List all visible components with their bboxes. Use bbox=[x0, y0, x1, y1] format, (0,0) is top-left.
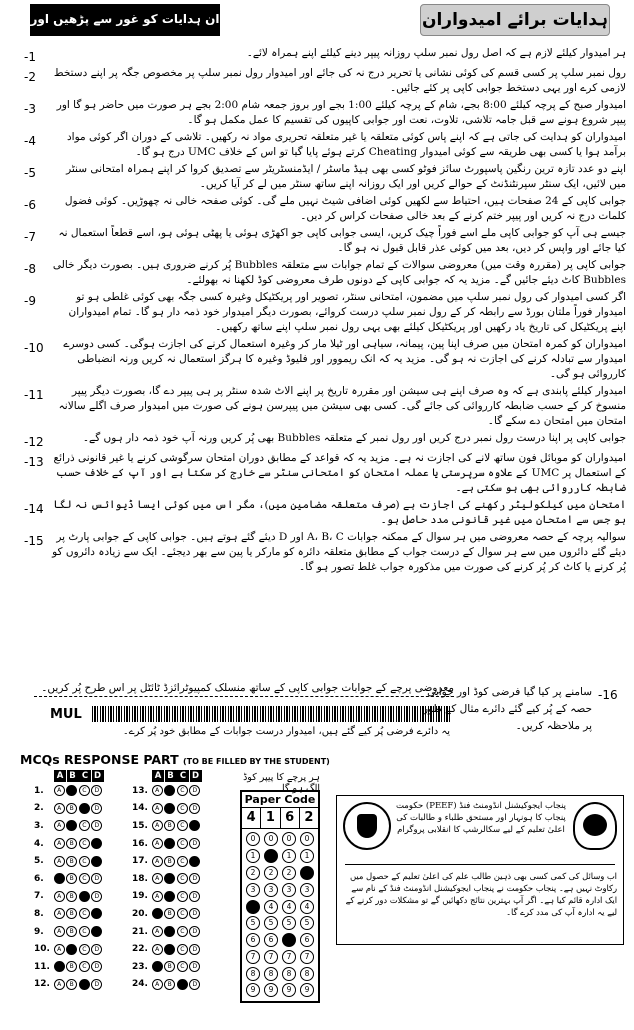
question-number: 12. bbox=[34, 979, 50, 990]
answer-bubble[interactable]: C bbox=[79, 856, 90, 867]
instruction-item bbox=[20, 384, 626, 429]
question-number: 6. bbox=[34, 873, 44, 884]
mcq-row bbox=[132, 870, 202, 888]
answer-bubble[interactable]: B bbox=[66, 979, 77, 990]
paper-code-digit: 2 bbox=[304, 810, 314, 825]
mcq-header-cell: A bbox=[152, 770, 164, 782]
answer-bubble[interactable]: D bbox=[189, 873, 200, 884]
answer-bubble[interactable]: A bbox=[152, 803, 163, 814]
question-number: 5. bbox=[34, 856, 44, 867]
paper-code-bubbles bbox=[242, 829, 318, 1001]
answer-bubble[interactable]: D bbox=[189, 908, 200, 919]
mcq-title-main: MCQs RESPONSE PART bbox=[20, 752, 179, 767]
paper-code-column bbox=[300, 831, 314, 999]
answer-bubble[interactable]: D bbox=[189, 891, 200, 902]
instruction-item bbox=[20, 290, 626, 335]
answer-bubble[interactable]: A bbox=[54, 926, 65, 937]
code-bubble[interactable]: 2 bbox=[282, 866, 296, 880]
mcq-row bbox=[132, 782, 202, 800]
code-bubble[interactable]: 6 bbox=[246, 933, 260, 947]
mcq-header bbox=[54, 770, 104, 782]
divider bbox=[345, 864, 615, 865]
instruction-item bbox=[20, 98, 626, 128]
barcode-graphic bbox=[92, 706, 450, 722]
answer-bubble[interactable]: B bbox=[66, 873, 77, 884]
code-bubble[interactable]: 0 bbox=[282, 832, 296, 846]
answer-bubble[interactable]: D bbox=[189, 926, 200, 937]
dash-caption: معروضی پرچے کے جوابات جوابی کاپی کے ساتھ منسلک کمپیوٹرائزڈ ٹائٹل پر اس طرح پُر کریں۔ bbox=[34, 682, 454, 697]
answer-bubble[interactable] bbox=[66, 785, 77, 796]
item-16-section bbox=[20, 680, 626, 750]
answer-bubble[interactable]: A bbox=[152, 891, 163, 902]
page-title: ہدایات برائے امیدواران bbox=[420, 4, 610, 36]
barcode-row bbox=[50, 704, 450, 724]
answer-bubble[interactable]: C bbox=[177, 785, 188, 796]
punjab-emblem-icon bbox=[343, 802, 391, 850]
instruction-item bbox=[20, 337, 626, 382]
answer-bubble[interactable]: A bbox=[152, 838, 163, 849]
paper-code-title: Paper Code bbox=[242, 792, 318, 808]
code-bubble[interactable]: 8 bbox=[264, 967, 278, 981]
code-bubble[interactable]: 5 bbox=[264, 916, 278, 930]
question-number: 3. bbox=[34, 820, 44, 831]
answer-bubble[interactable]: B bbox=[66, 926, 77, 937]
instruction-text: جوابی کاپی کے 24 صفحات ہیں، احتیاط سے لکھیں کوئی اضافی شیٹ نہیں ملے گی۔ کوئی صفحہ خالی نہ چھوڑیں۔ کوئی فضول کلمات درج نہ کریں اور پیپر ختم کرنے کے بعد خالی صفحات کراس کر دیں۔ bbox=[64, 195, 626, 222]
instruction-text: جیسے ہی آپ کو جوابی کاپی ملے اسے فوراً چیک کریں، ایسی جوابی کاپی جو اکھڑی ہوئی یا پھٹی ہوئی ہو، اسے قطعاً استعمال نہ کیا جائے اور واپس کر دیں، بعد میں کوئی عذر قابل قبول نہ ہو گا۔ bbox=[58, 227, 626, 254]
paper-code-digit: 4 bbox=[242, 808, 261, 828]
answer-bubble[interactable] bbox=[164, 944, 175, 955]
answer-bubble[interactable]: A bbox=[152, 926, 163, 937]
answer-bubble[interactable]: C bbox=[177, 891, 188, 902]
paper-code-caption: ہر پرچے کا پیپر کوڈ الگ ہو گا bbox=[243, 772, 320, 794]
instruction-item bbox=[20, 194, 626, 224]
answer-bubble[interactable]: C bbox=[79, 838, 90, 849]
answer-bubble[interactable] bbox=[177, 979, 188, 990]
instruction-text: ہر امیدوار کیلئے لازم ہے کہ اصل رول نمبر سلپ روزانہ پیپر دینے کیلئے اپنے ہمراہ لائے۔ bbox=[246, 47, 626, 59]
question-number: 2. bbox=[34, 803, 44, 814]
mcq-row bbox=[132, 835, 202, 853]
instruction-item bbox=[20, 66, 626, 96]
code-bubble[interactable]: 5 bbox=[300, 916, 314, 930]
instruction-text: رول نمبر سلپ پر کسی قسم کی کوئی نشانی یا تحریر درج نہ کی جائے اور امیدوار رول نمبر سلپ پر مخصوص جگہ پر اپنے دستخط لازمی کرے اور یہی دستخط جوابی کاپی پر کئے جائیں۔ bbox=[53, 67, 626, 94]
answer-bubble[interactable] bbox=[152, 961, 163, 972]
item-text: سامنے پر کیا گیا فرضی کوڈ اور جوابی حصہ کے پُر کیے گئے دائرے مثال کے طور پر ملاحظہ کریں۔ bbox=[422, 686, 592, 732]
answer-bubble[interactable] bbox=[164, 873, 175, 884]
answer-bubble[interactable]: C bbox=[177, 820, 188, 831]
mcq-title-sub: (TO BE FILLED BY THE STUDENT) bbox=[182, 757, 330, 766]
answer-bubble[interactable] bbox=[164, 803, 175, 814]
answer-bubble[interactable] bbox=[189, 820, 200, 831]
mcq-row bbox=[34, 958, 104, 976]
answer-bubble[interactable] bbox=[164, 785, 175, 796]
instruction-number: -8 bbox=[24, 262, 36, 276]
code-bubble[interactable]: 7 bbox=[246, 950, 260, 964]
answer-bubble[interactable]: A bbox=[54, 908, 65, 919]
answer-bubble[interactable] bbox=[79, 803, 90, 814]
answer-bubble[interactable]: A bbox=[152, 856, 163, 867]
answer-bubble[interactable]: A bbox=[54, 856, 65, 867]
question-number: 15. bbox=[132, 820, 148, 831]
mcq-row bbox=[34, 782, 104, 800]
mcq-row bbox=[132, 923, 202, 941]
answer-bubble[interactable] bbox=[79, 891, 90, 902]
answer-bubble[interactable]: D bbox=[189, 961, 200, 972]
instruction-item bbox=[20, 431, 626, 449]
instruction-number: -1 bbox=[24, 50, 36, 64]
answer-bubble[interactable]: C bbox=[177, 944, 188, 955]
answer-bubble[interactable]: A bbox=[54, 785, 65, 796]
code-bubble[interactable]: 4 bbox=[264, 900, 278, 914]
answer-bubble[interactable]: D bbox=[91, 944, 102, 955]
answer-bubble[interactable] bbox=[91, 838, 102, 849]
answer-bubble[interactable]: C bbox=[177, 856, 188, 867]
question-number: 1. bbox=[34, 785, 44, 796]
instruction-number: -9 bbox=[24, 294, 36, 308]
answer-bubble[interactable] bbox=[91, 926, 102, 937]
mcq-row bbox=[132, 817, 202, 835]
paper-code-digits bbox=[242, 808, 318, 829]
instruction-item bbox=[20, 226, 626, 256]
answer-bubble[interactable]: C bbox=[177, 873, 188, 884]
code-bubble[interactable]: 3 bbox=[264, 883, 278, 897]
answer-bubble[interactable]: A bbox=[54, 820, 65, 831]
code-bubble[interactable]: 3 bbox=[246, 883, 260, 897]
answer-bubble[interactable]: A bbox=[152, 820, 163, 831]
answer-bubble[interactable]: C bbox=[79, 926, 90, 937]
answer-bubble[interactable] bbox=[91, 856, 102, 867]
question-number: 21. bbox=[132, 926, 148, 937]
answer-bubble[interactable]: D bbox=[189, 785, 200, 796]
answer-bubble[interactable]: B bbox=[66, 803, 77, 814]
mcq-header-cell: D bbox=[92, 770, 104, 782]
answer-bubble[interactable] bbox=[189, 856, 200, 867]
answer-bubble[interactable]: C bbox=[177, 803, 188, 814]
mcq-row bbox=[34, 888, 104, 906]
instruction-text: امیدواران کو موبائل فون ساتھ لانے کی اجازت نہ ہے۔ مزید یہ کہ قواعد کے مطابق دوران امتحان سرگوشی کرنے یا غیر قانونی ذرائع کے استعمال پر UMC کے علاوہ سرپرستی یا عملہ امتحان کو امتحانی سنٹر سے خارج کر سکتا ہے اور آپ کے خلاف حسب ضابطہ کارروائی بھی ہو سکتی ہے۔ bbox=[53, 452, 626, 494]
answer-bubble[interactable]: A bbox=[152, 785, 163, 796]
paper-code-column bbox=[282, 831, 296, 999]
instruction-number: -5 bbox=[24, 166, 36, 180]
instruction-text: اپنے دو عدد تازہ ترین رنگین پاسپورٹ سائز فوٹو کسی بھی ہیڈ ماسٹر / ایڈمنسٹریٹر سے تصدیق کروا کر اپنے ہمراہ امتحانی سنٹر میں لائیں، ایک سنٹر سپرنٹنڈنٹ کے حوالے کریں اور ایک روزانہ اپنے ساتھ سنٹر میں لے کر آیا کریں۔ bbox=[66, 163, 626, 190]
answer-bubble[interactable]: C bbox=[79, 961, 90, 972]
question-number: 20. bbox=[132, 908, 148, 919]
instruction-text: اگر کسی امیدوار کی رول نمبر سلپ میں مضمون، امتحانی سنٹر، تصویر اور پریکٹیکل وغیرہ کسی جگہ بھی کوئی غلطی ہو تو امیدوار فوراً ملتان بورڈ سے رابطہ کر کے رول نمبر سلپ درست کروائے، بصورت دیگر امیدوار خود ذمہ دار ہو گا۔ تمام امیدواران اپنے پریکٹیکل کی تاریخ یاد رکھیں اور پریکٹیکل کیلئے بھی یہی رول نمبر سلپ اپنے ساتھ رکھیں۔ bbox=[68, 291, 626, 333]
answer-bubble[interactable]: D bbox=[189, 944, 200, 955]
question-number: 14. bbox=[132, 803, 148, 814]
question-number: 10. bbox=[34, 944, 50, 955]
question-number: 8. bbox=[34, 908, 44, 919]
code-bubble[interactable]: 3 bbox=[300, 883, 314, 897]
answer-bubble[interactable]: B bbox=[66, 908, 77, 919]
peef-logo-icon bbox=[573, 802, 617, 850]
answer-bubble[interactable]: B bbox=[164, 856, 175, 867]
code-bubble[interactable]: 8 bbox=[246, 967, 260, 981]
answer-bubble[interactable]: C bbox=[79, 873, 90, 884]
instruction-text: امیدوار صبح کے پرچہ کیلئے 8:00 بجے، شام کے پرچہ کیلئے 1:00 بجے اور بروز جمعہ شام 2:00 بجے ہر صورت میں حاضر ہو گا اور پیپر شروع ہونے سے قبل جامہ تلاشی، تلاوت، نعت اور جوابی کاپیوں کی تقسیم کا عمل مکمل ہو گا۔ bbox=[56, 99, 626, 126]
code-bubble[interactable]: 1 bbox=[282, 849, 296, 863]
answer-bubble[interactable]: B bbox=[164, 961, 175, 972]
mcq-header-cell: C bbox=[177, 770, 189, 782]
answer-bubble[interactable] bbox=[152, 908, 163, 919]
answer-bubble[interactable] bbox=[91, 908, 102, 919]
answer-bubble[interactable]: B bbox=[66, 838, 77, 849]
question-number: 24. bbox=[132, 979, 148, 990]
code-bubble[interactable]: 6 bbox=[300, 933, 314, 947]
mcq-header-cell: C bbox=[79, 770, 91, 782]
mcq-row bbox=[132, 905, 202, 923]
answer-bubble[interactable] bbox=[54, 873, 65, 884]
mcq-row bbox=[132, 852, 202, 870]
mcq-row bbox=[34, 905, 104, 923]
paper-code-box bbox=[240, 790, 320, 1003]
instruction-item bbox=[20, 258, 626, 288]
answer-bubble[interactable]: C bbox=[79, 944, 90, 955]
code-bubble[interactable]: 2 bbox=[246, 866, 260, 880]
answer-bubble[interactable]: A bbox=[152, 873, 163, 884]
answer-bubble[interactable]: A bbox=[54, 891, 65, 902]
answer-bubble[interactable]: D bbox=[91, 803, 102, 814]
code-bubble[interactable]: 5 bbox=[246, 916, 260, 930]
instruction-text: امیدواران کو ہدایت کی جاتی ہے کہ اپنے پاس کوئی متعلقہ یا غیر متعلقہ تحریری مواد نہ رکھیں۔ تلاشی کے دوران اگر کوئی مواد برآمد ہوا یا کسی بھی طریقہ سے کوئی امیدوار Cheating کرتے ہوئے پایا گیا تو اس کے خلاف UMC درج ہو گا۔ bbox=[67, 131, 626, 158]
question-number: 19. bbox=[132, 891, 148, 902]
answer-bubble[interactable]: D bbox=[189, 979, 200, 990]
code-bubble[interactable] bbox=[246, 900, 260, 914]
instruction-number: -15 bbox=[24, 534, 44, 548]
instruction-number: -3 bbox=[24, 102, 36, 116]
peef-text: پنجاب ایجوکیشنل انڈومنٹ فنڈ (PEEF) حکومت پنجاب کا ہونہار اور مستحق طلباء و طالبات کی اعلیٰ تعلیم کے لیے سکالرشپ کا انقلابی پروگرام bbox=[395, 801, 567, 835]
code-bubble[interactable]: 0 bbox=[264, 832, 278, 846]
answer-bubble[interactable] bbox=[164, 926, 175, 937]
answer-bubble[interactable] bbox=[66, 820, 77, 831]
code-bubble[interactable] bbox=[300, 866, 314, 880]
instruction-number: -12 bbox=[24, 435, 44, 449]
answer-bubble[interactable]: D bbox=[91, 961, 102, 972]
mcq-row bbox=[132, 800, 202, 818]
mcq-header-cell: A bbox=[54, 770, 66, 782]
answer-bubble[interactable]: B bbox=[164, 820, 175, 831]
question-number: 23. bbox=[132, 961, 148, 972]
answer-bubble[interactable]: A bbox=[54, 944, 65, 955]
mcq-row bbox=[132, 976, 202, 994]
answer-bubble[interactable]: D bbox=[91, 873, 102, 884]
question-number: 22. bbox=[132, 944, 148, 955]
instruction-text: امیدواران کو کمرہ امتحان میں صرف اپنا پین، پیمانہ، سیاہی اور ٹیلا مار کر وغیرہ استعمال کرنے کی اجازت ہوگی۔ کسی دوسرے امیدوار سے تبادلہ کرنے کی اجازت نہ ہو گی۔ مزید یہ کہ انک ریموور اور فلیوڈ وغیرہ کا ہرگز استعمال نہ کریں ورنہ انضباطی کارروائی ہو گی۔ bbox=[63, 338, 626, 380]
instruction-text: جوابی کاپی پر (مقررہ وقت میں) معروضی سوالات کے تمام جوابات سے متعلقہ Bubbles پُر کرنے ضروری ہیں۔ بصورت دیگر خالی Bubbles کاٹ دیئے جائیں گے۔ مزید یہ کہ جوابی کاپی کے دونوں طرف معروضی کوڈ لکھنا نہ بھولئے۔ bbox=[52, 259, 626, 286]
mcq-row bbox=[34, 870, 104, 888]
peef-note: اب وسائل کی کمی کسی بھی ذہین طالب علم کی اعلیٰ تعلیم کے حصول میں رکاوٹ نہیں ہے۔ پنجاب حکومت نے پنجاب ایجوکیشنل انڈومنٹ فنڈ کے نام سے ایک ادارہ قائم کیا ہے۔ اگر آپ بہترین نتائج دکھائیں گے تو مشکلات دور کرنے کے لیے یہ ادارہ آپ کی مدد کرے گا۔ bbox=[345, 871, 617, 917]
question-number: 18. bbox=[132, 873, 148, 884]
answer-bubble[interactable] bbox=[54, 961, 65, 972]
answer-bubble[interactable]: D bbox=[91, 820, 102, 831]
answer-bubble[interactable]: B bbox=[164, 908, 175, 919]
mcq-row bbox=[34, 976, 104, 994]
answer-bubble[interactable]: C bbox=[79, 785, 90, 796]
instruction-number: -14 bbox=[24, 502, 44, 516]
answer-bubble[interactable]: C bbox=[177, 926, 188, 937]
answer-bubble[interactable]: C bbox=[177, 961, 188, 972]
mcq-header-cell: D bbox=[190, 770, 202, 782]
instruction-number: -6 bbox=[24, 198, 36, 212]
question-number: 9. bbox=[34, 926, 44, 937]
code-bubble[interactable]: 2 bbox=[264, 866, 278, 880]
peef-box bbox=[336, 795, 624, 945]
code-bubble[interactable] bbox=[264, 849, 278, 863]
question-number: 7. bbox=[34, 891, 44, 902]
mcq-row bbox=[34, 852, 104, 870]
answer-bubble[interactable]: B bbox=[66, 961, 77, 972]
mcq-row bbox=[34, 800, 104, 818]
question-number: 16. bbox=[132, 838, 148, 849]
answer-bubble[interactable]: A bbox=[152, 979, 163, 990]
code-bubble[interactable]: 4 bbox=[300, 900, 314, 914]
code-bubble[interactable]: 7 bbox=[300, 950, 314, 964]
code-bubble[interactable]: 9 bbox=[300, 983, 314, 997]
instruction-item bbox=[20, 451, 626, 496]
instruction-number: -11 bbox=[24, 388, 44, 402]
code-bubble[interactable]: 7 bbox=[264, 950, 278, 964]
mcq-row bbox=[34, 835, 104, 853]
instruction-text: جوابی کاپی پر اپنا درست رول نمبر درج کریں اور رول نمبر کے متعلقہ Bubbles بھی پُر کریں ورنہ آپ خود ذمہ دار ہوں گے۔ bbox=[82, 432, 626, 444]
code-bubble[interactable]: 0 bbox=[300, 832, 314, 846]
paper-code-column bbox=[264, 831, 278, 999]
answer-bubble[interactable]: D bbox=[189, 803, 200, 814]
answer-bubble[interactable]: D bbox=[91, 785, 102, 796]
answer-bubble[interactable]: C bbox=[79, 820, 90, 831]
mcq-row bbox=[132, 958, 202, 976]
answer-bubble[interactable]: D bbox=[189, 838, 200, 849]
mcq-grid-right bbox=[132, 770, 202, 993]
answer-bubble[interactable]: A bbox=[54, 979, 65, 990]
paper-code-digit: 6 bbox=[281, 808, 300, 828]
answer-bubble[interactable]: A bbox=[152, 944, 163, 955]
answer-bubble[interactable]: A bbox=[54, 803, 65, 814]
instruction-number: -7 bbox=[24, 230, 36, 244]
code-bubble[interactable]: 8 bbox=[300, 967, 314, 981]
answer-bubble[interactable]: A bbox=[54, 838, 65, 849]
code-bubble[interactable]: 7 bbox=[282, 950, 296, 964]
answer-bubble[interactable]: C bbox=[177, 908, 188, 919]
mcq-title bbox=[20, 752, 330, 767]
mul-label: MUL bbox=[50, 706, 82, 722]
code-bubble[interactable]: 9 bbox=[282, 983, 296, 997]
question-number: 13. bbox=[132, 785, 148, 796]
code-bubble[interactable]: 1 bbox=[246, 849, 260, 863]
paper-code-column bbox=[246, 831, 260, 999]
instruction-number: -13 bbox=[24, 455, 44, 469]
answer-bubble[interactable] bbox=[164, 838, 175, 849]
paper-code-digit: 1 bbox=[261, 808, 280, 828]
bar-caption: یہ دائرے فرضی پُر کیے گئے ہیں، امیدوار درست جوابات کے مطابق خود پُر کرے۔ bbox=[122, 726, 450, 737]
mcq-header-cell: B bbox=[67, 770, 79, 782]
question-number: 17. bbox=[132, 856, 148, 867]
mcq-header bbox=[152, 770, 202, 782]
code-bubble[interactable]: 4 bbox=[282, 900, 296, 914]
code-bubble[interactable]: 9 bbox=[264, 983, 278, 997]
answer-bubble[interactable]: B bbox=[66, 891, 77, 902]
code-bubble[interactable]: 1 bbox=[300, 849, 314, 863]
answer-bubble[interactable]: D bbox=[91, 979, 102, 990]
mcq-row bbox=[34, 923, 104, 941]
mcq-row bbox=[34, 817, 104, 835]
instruction-text: سوالیہ پرچہ کے حصہ معروضی میں ہر سوال کے ممکنہ جوابات A، B، C اور D دیئے گئے ہوتے ہیں۔ جوابی کاپی کے جوابی پارٹ پر دیئے گئے دائروں میں سے ہر سوال کے درست جواب کے مطابق متعلقہ دائرہ کو مارکر یا پین سے بھر دیجئے۔ ایک سے زیادہ دائروں کو پُر کرنے یا کاٹ کر پُر کرنے کی صورت میں مذکورہ جواب غلط تصور ہو گا۔ bbox=[52, 531, 626, 573]
code-bubble[interactable]: 6 bbox=[264, 933, 278, 947]
mcq-row bbox=[132, 940, 202, 958]
answer-bubble[interactable]: B bbox=[164, 979, 175, 990]
answer-bubble[interactable] bbox=[164, 891, 175, 902]
code-bubble[interactable] bbox=[282, 933, 296, 947]
answer-bubble[interactable]: C bbox=[177, 838, 188, 849]
answer-bubble[interactable]: D bbox=[91, 891, 102, 902]
mcq-header-cell: B bbox=[165, 770, 177, 782]
question-number: 11. bbox=[34, 961, 50, 972]
instruction-number: -10 bbox=[24, 341, 44, 355]
answer-bubble[interactable]: B bbox=[66, 856, 77, 867]
answer-bubble[interactable] bbox=[66, 944, 77, 955]
code-bubble[interactable]: 5 bbox=[282, 916, 296, 930]
mcq-grid-left bbox=[34, 770, 104, 993]
instruction-item bbox=[20, 530, 626, 575]
mcq-row bbox=[34, 940, 104, 958]
instruction-item bbox=[20, 130, 626, 160]
notice-banner: ان ہدایات کو غور سے پڑھیں اور عمل کریں bbox=[30, 4, 220, 36]
answer-bubble[interactable]: C bbox=[79, 908, 90, 919]
instructions-list bbox=[20, 46, 626, 577]
code-bubble[interactable]: 3 bbox=[282, 883, 296, 897]
instruction-text: امتحان میں کیلکولیٹر رکھنے کی اجازت ہے (صرف متعلقہ مضامین میں)، مگر اس میں کوئی ایسا ڈیوائس نہ لگا ہو جس سے امتحان میں غیر قانونی مدد حاصل ہو۔ bbox=[53, 499, 626, 526]
code-bubble[interactable]: 0 bbox=[246, 832, 260, 846]
mcq-row bbox=[132, 888, 202, 906]
instruction-item bbox=[20, 162, 626, 192]
instruction-number: -4 bbox=[24, 134, 36, 148]
instruction-item bbox=[20, 46, 626, 64]
answer-bubble[interactable] bbox=[79, 979, 90, 990]
code-bubble[interactable]: 9 bbox=[246, 983, 260, 997]
item-number: -16 bbox=[598, 688, 618, 702]
instruction-item bbox=[20, 498, 626, 528]
instruction-number: -2 bbox=[24, 70, 36, 84]
question-number: 4. bbox=[34, 838, 44, 849]
code-bubble[interactable]: 8 bbox=[282, 967, 296, 981]
instruction-text: امیدوار کیلئے پابندی ہے کہ وہ صرف اپنے ہی سیشن اور مقررہ تاریخ پر اپنے الاٹ شدہ سنٹر پر ہی پیپر دے گا، بصورت دیگر پیپر منسوخ کر کے حسب ضابطہ کارروائی کی جائے گی۔ کسی بھی سیشن میں پیپرسن ہونے کی صورت میں امیدوار صرف اگلے سالانہ امتحان میں امتحان دے سکے گا۔ bbox=[58, 385, 626, 427]
